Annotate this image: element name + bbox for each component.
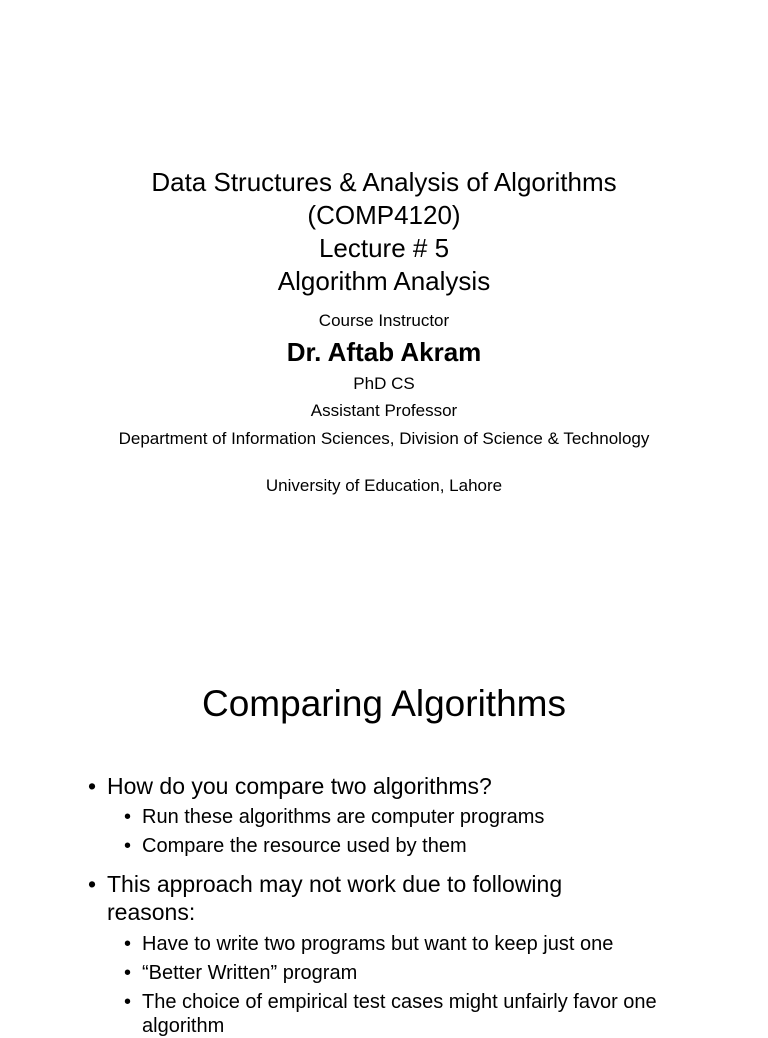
sub-bullet-item (124, 932, 662, 956)
bullet-marker: • (124, 991, 132, 1013)
bullet-marker: • (124, 933, 132, 955)
lecture-number: Lecture # 5 (318, 233, 450, 263)
sub-bullet-item (124, 961, 662, 985)
bullet-item (88, 870, 647, 926)
instructor-position: Assistant Professor (310, 401, 458, 420)
instructor-name: Dr. Aftab Akram (286, 337, 482, 367)
slide-title: Comparing Algorithms (202, 683, 566, 724)
bullet-text: How do you compare two algorithms? (107, 773, 492, 799)
bullet-text: This approach may not work due to following reasons: (107, 871, 563, 925)
department: Department of Information Sciences, Division of Science & Technology (118, 429, 650, 448)
sub-bullet-item (124, 805, 662, 829)
instructor-label: Course Instructor (318, 311, 450, 330)
course-title: Data Structures & Analysis of Algorithms (151, 167, 617, 197)
sub-bullet-text: Have to write two programs but want to keep just one (142, 933, 614, 955)
university: University of Education, Lahore (265, 476, 503, 495)
instructor-degree: PhD CS (353, 374, 415, 393)
course-code: (COMP4120) (307, 200, 461, 230)
bullet-marker: • (88, 871, 97, 897)
bullet-marker: • (124, 962, 132, 984)
bullet-item (88, 772, 647, 800)
sub-bullet-text: Compare the resource used by them (142, 835, 467, 857)
bullet-marker: • (124, 806, 132, 828)
bullet-marker: • (88, 773, 97, 799)
sub-bullet-item (124, 834, 662, 858)
sub-bullet-text: The choice of empirical test cases might unfairly favor one algorithm (142, 991, 657, 1037)
sub-bullet-text: Run these algorithms are computer programs (142, 806, 545, 828)
lecture-topic: Algorithm Analysis (277, 266, 491, 296)
content-slide (0, 576, 768, 1037)
bullet-marker: • (124, 835, 132, 857)
sub-bullet-text: “Better Written” program (142, 962, 358, 984)
sub-bullet-item (124, 990, 662, 1038)
